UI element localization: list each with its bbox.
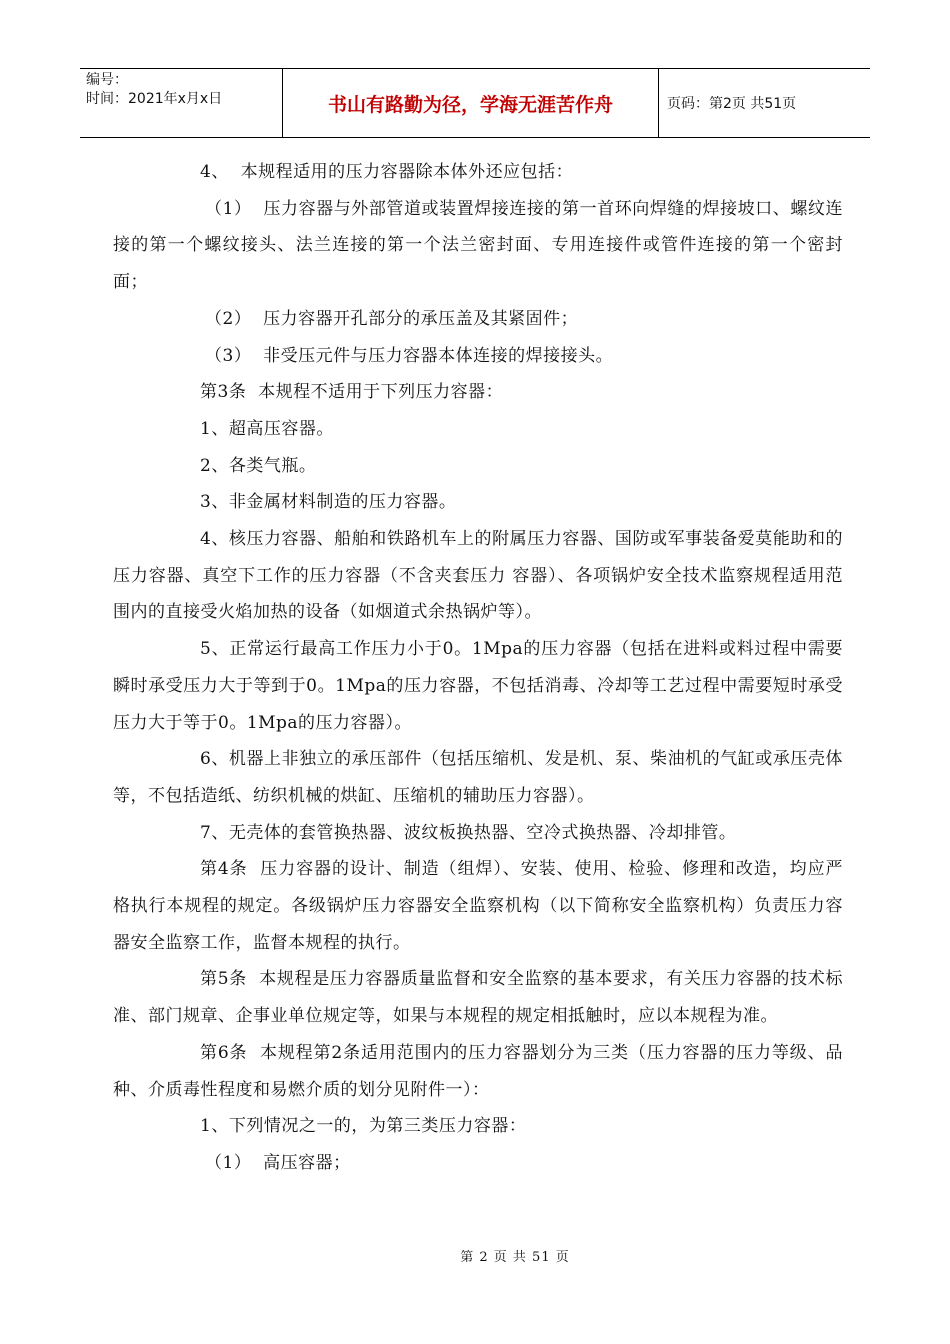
- paragraph: 1、超高压容器。: [200, 418, 334, 439]
- header-page-info: 页码：第2页 共51页: [667, 96, 797, 112]
- paragraph: （3） 非受压元件与压力容器本体连接的焊接接头。: [205, 345, 614, 366]
- paragraph: 5、正常运行最高工作压力小于0。1Mpa的压力容器（包括在进料或料过程中需要瞬时承受压力大于等到于0。1Mpa的压力容器，不包括消毒、冷却等工艺过程中需要短时承受压力大于等于0。1Mpa的压力容器）。: [113, 639, 843, 733]
- paragraph: 4、 本规程适用的压力容器除本体外还应包括：: [200, 162, 574, 182]
- paragraph: 第4条 压力容器的设计、制造（组焊）、安装、使用、检验、修理和改造，均应严格执行本规程的规定。各级锅炉压力容器安全监察机构（以下简称安全监察机构）负责压力容器安全监察工作，监督本规程的执行。: [113, 859, 843, 953]
- paragraph: 第3条 本规程不适用于下列压力容器：: [200, 382, 504, 403]
- paragraph: 3、非金属材料制造的压力容器。: [200, 492, 457, 513]
- page-footer: 第 2 页 共 51 页: [460, 1250, 570, 1265]
- paragraph: （2） 压力容器开孔部分的承压盖及其紧固件；: [205, 308, 579, 329]
- paragraph: （1） 高压容器；: [205, 1152, 351, 1173]
- paragraph: 7、无壳体的套管换热器、波纹板换热器、空冷式换热器、冷却排管。: [200, 822, 737, 843]
- paragraph: （1） 压力容器与外部管道或装置焊接连接的第一首环向焊缝的焊接坡口、螺纹连接的第一个螺纹接头、法兰连接的第一个法兰密封面、专用连接件或管件连接的第一个密封面；: [113, 198, 843, 293]
- document-body: [113, 154, 843, 1182]
- date-line: 时间：2021年x月x日: [86, 91, 223, 107]
- paragraph: 第5条 本规程是压力容器质量监督和安全监察的基本要求，有关压力容器的技术标准、部门规章、企事业单位规定等，如果与本规程的规定相抵触时，应以本规程为准。: [113, 969, 843, 1027]
- paragraph: 4、核压力容器、船舶和铁路机车上的附属压力容器、国防或军事装备爱莫能助和的压力容器、真空下工作的压力容器（不含夹套压力 容器）、各项锅炉安全技术监察规程适用范围内的直接受火焰加热的设备（如烟道式余热锅炉等）。: [113, 529, 843, 623]
- paragraph: 2、各类气瓶。: [200, 455, 317, 476]
- header-left-cell: [80, 69, 283, 137]
- header-motto: 书山有路勤为径，学海无涯苦作舟: [283, 69, 659, 137]
- paragraph: 6、机器上非独立的承压部件（包括压缩机、发是机、泵、柴油机的气缸或承压壳体等，不包括造纸、纺织机械的烘缸、压缩机的辅助压力容器）。: [113, 749, 843, 806]
- paragraph: 第6条 本规程第2条适用范围内的压力容器划分为三类（压力容器的压力等级、品种、介质毒性程度和易燃介质的划分见附件一）：: [113, 1042, 843, 1100]
- code-label: 编号：: [86, 72, 128, 88]
- paragraph: 1、下列情况之一的，为第三类压力容器：: [200, 1116, 527, 1137]
- document-header: [80, 68, 870, 138]
